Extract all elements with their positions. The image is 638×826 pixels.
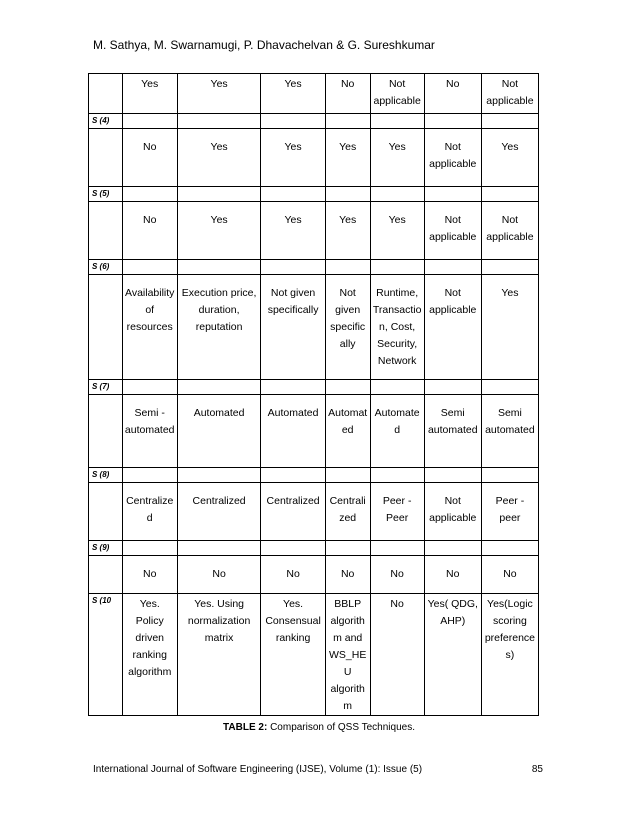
table-row — [89, 275, 539, 380]
table-cell: Centralized — [261, 483, 325, 541]
empty-cell — [177, 468, 261, 483]
table-cell: Centralized — [325, 483, 370, 541]
table-cell: Yes — [261, 202, 325, 260]
table-cell: Execution price, duration, reputation — [177, 275, 261, 380]
table-row — [89, 483, 539, 541]
table-cell: Runtime, Transaction, Cost, Security, Network — [370, 275, 424, 380]
table-cell: Automated — [261, 395, 325, 468]
journal-citation: International Journal of Software Engineering (IJSE), Volume (1): Issue (5) — [93, 764, 423, 775]
empty-cell — [89, 74, 123, 114]
table-cell: Yes — [325, 202, 370, 260]
table-cell: Yes(Logic scoring preferences) — [481, 594, 538, 716]
table-cell: Peer - Peer — [370, 483, 424, 541]
table-cell: Not applicable — [424, 483, 481, 541]
table-cell: Availability of resources — [122, 275, 177, 380]
table-cell: Automated — [370, 395, 424, 468]
table-cell: Yes — [177, 74, 261, 114]
caption-text: Comparison of QSS Techniques. — [267, 722, 415, 733]
empty-cell — [481, 114, 538, 129]
row-label: S (7) — [89, 380, 123, 395]
table-cell: Peer - peer — [481, 483, 538, 541]
table-row — [89, 202, 539, 260]
table-cell: Yes — [481, 275, 538, 380]
table-cell: No — [481, 556, 538, 594]
empty-cell — [89, 556, 123, 594]
table-cell: BBLP algorithm and WS_HEU algorithm — [325, 594, 370, 716]
table-cell: Not applicable — [481, 202, 538, 260]
table-cell: Not applicable — [424, 275, 481, 380]
empty-cell — [122, 260, 177, 275]
table-cell: No — [325, 556, 370, 594]
running-header: M. Sathya, M. Swarnamugi, P. Dhavachelvan & G. Sureshkumar — [93, 38, 435, 52]
empty-cell — [261, 260, 325, 275]
table-cell: Not applicable — [481, 74, 538, 114]
empty-cell — [122, 468, 177, 483]
table-cell: Semi automated — [481, 395, 538, 468]
row-label-line — [89, 187, 539, 202]
table-cell: Not applicable — [424, 129, 481, 187]
table-cell: Automated — [177, 395, 261, 468]
table-cell: No — [177, 556, 261, 594]
empty-cell — [177, 260, 261, 275]
table-row — [89, 594, 539, 716]
table-cell: Not given specifically — [325, 275, 370, 380]
table-row — [89, 395, 539, 468]
table-cell: Semi - automated — [122, 395, 177, 468]
table-cell: Yes — [370, 129, 424, 187]
empty-cell — [89, 202, 123, 260]
table-cell: Not given specifically — [261, 275, 325, 380]
comparison-table — [88, 73, 539, 716]
empty-cell — [261, 187, 325, 202]
empty-cell — [122, 380, 177, 395]
row-label: S (9) — [89, 541, 123, 556]
empty-cell — [89, 483, 123, 541]
empty-cell — [424, 541, 481, 556]
empty-cell — [325, 260, 370, 275]
page-number: 85 — [531, 764, 543, 775]
table-cell: No — [122, 556, 177, 594]
empty-cell — [424, 468, 481, 483]
empty-cell — [481, 468, 538, 483]
table-cell: Centralized — [122, 483, 177, 541]
empty-cell — [481, 260, 538, 275]
table-cell: Yes — [325, 129, 370, 187]
empty-cell — [177, 541, 261, 556]
empty-cell — [122, 541, 177, 556]
table-cell: Centralized — [177, 483, 261, 541]
empty-cell — [424, 114, 481, 129]
empty-cell — [89, 129, 123, 187]
table-cell: No — [370, 594, 424, 716]
table-cell: Yes. Consensual ranking — [261, 594, 325, 716]
table-cell: Yes — [481, 129, 538, 187]
empty-cell — [177, 187, 261, 202]
empty-cell — [177, 380, 261, 395]
empty-cell — [370, 380, 424, 395]
table-cell: No — [122, 129, 177, 187]
empty-cell — [261, 114, 325, 129]
empty-cell — [325, 114, 370, 129]
table-cell: Yes. Policy driven ranking algorithm — [122, 594, 177, 716]
empty-cell — [481, 187, 538, 202]
empty-cell — [370, 541, 424, 556]
table-cell: Yes — [177, 202, 261, 260]
row-label: S (10 — [89, 594, 123, 716]
table-cell: No — [122, 202, 177, 260]
caption-label: TABLE 2: — [223, 722, 268, 733]
table-cell: No — [261, 556, 325, 594]
table-cell: Semi automated — [424, 395, 481, 468]
table-cell: No — [424, 74, 481, 114]
empty-cell — [261, 468, 325, 483]
empty-cell — [370, 468, 424, 483]
empty-cell — [370, 114, 424, 129]
empty-cell — [370, 260, 424, 275]
row-label: S (6) — [89, 260, 123, 275]
empty-cell — [261, 541, 325, 556]
row-label-line — [89, 380, 539, 395]
page-footer — [93, 764, 543, 775]
table-cell: No — [370, 556, 424, 594]
empty-cell — [481, 541, 538, 556]
table-row — [89, 556, 539, 594]
table-cell: Yes — [122, 74, 177, 114]
table-cell: Yes — [177, 129, 261, 187]
table-cell: Automated — [325, 395, 370, 468]
row-label-line — [89, 260, 539, 275]
empty-cell — [325, 541, 370, 556]
row-label-line — [89, 468, 539, 483]
empty-cell — [261, 380, 325, 395]
empty-cell — [177, 114, 261, 129]
table-row — [89, 74, 539, 114]
row-label: S (8) — [89, 468, 123, 483]
table-row — [89, 129, 539, 187]
table-cell: Yes — [370, 202, 424, 260]
empty-cell — [122, 187, 177, 202]
empty-cell — [325, 468, 370, 483]
table-cell: Yes — [261, 129, 325, 187]
empty-cell — [370, 187, 424, 202]
table-cell: Yes — [261, 74, 325, 114]
table-cell: Not applicable — [370, 74, 424, 114]
empty-cell — [481, 380, 538, 395]
table-cell: Yes( QDG, AHP) — [424, 594, 481, 716]
empty-cell — [122, 114, 177, 129]
empty-cell — [424, 187, 481, 202]
table-cell: No — [325, 74, 370, 114]
empty-cell — [89, 275, 123, 380]
empty-cell — [424, 260, 481, 275]
row-label-line — [89, 541, 539, 556]
table-cell: Not applicable — [424, 202, 481, 260]
row-label: S (5) — [89, 187, 123, 202]
empty-cell — [325, 187, 370, 202]
empty-cell — [424, 380, 481, 395]
table-cell: Yes. Using normalization matrix — [177, 594, 261, 716]
row-label: S (4) — [89, 114, 123, 129]
empty-cell — [325, 380, 370, 395]
table-caption — [0, 722, 638, 733]
row-label-line — [89, 114, 539, 129]
empty-cell — [89, 395, 123, 468]
table-cell: No — [424, 556, 481, 594]
